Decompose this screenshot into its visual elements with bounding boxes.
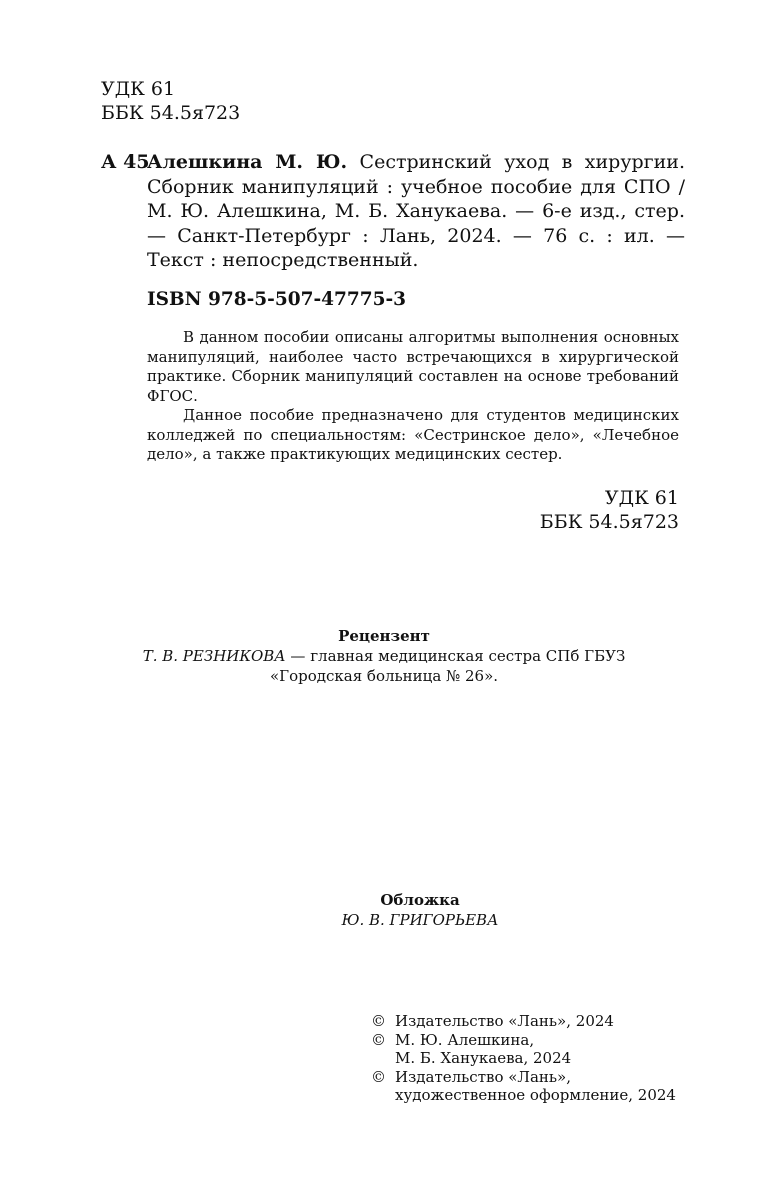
author-mark: А 45 [101,151,150,173]
reviewer-position: — главная медицинская сестра СПб ГБУЗ [285,647,626,665]
reviewer-organization: «Городская больница № 26». [269,667,499,685]
abstract-paragraph: В данном пособии описаны алгоритмы выполнения основных манипуляций, наиболее часто встречающихся в хирургической практике. Сборник манипуляций составлен на основе требований ФГОС. [147,328,679,405]
bibliographic-record [101,150,685,273]
copyright-holder: Издательство «Лань», [395,1067,572,1086]
cover-credit [270,890,570,930]
bbk-code: ББК 54.5я723 [539,511,679,533]
abstract-paragraph: Данное пособие предназначено для студентов медицинских колледжей по специальностям: «Сестринское дело», «Лечебное дело», а также практикующих медицинских сестер. [147,406,679,463]
cover-artist: Ю. В. ГРИГОРЬЕВА [341,911,499,929]
description-text: Сестринский уход в хирургии. Сборник манипуляций : учебное пособие для СПО / М. Ю. Алешкина, М. Б. Ханукаева. — 6-е изд., стер. — Санкт-Петербург : Лань, 2024. — 76 с. : ил. — Текст : непосредственный. [147,151,685,271]
copyright-block [371,1012,676,1105]
copyright-line [371,1068,676,1087]
reviewer-line [100,646,668,666]
classification-codes-bottom [470,486,679,534]
reviewer-block [100,626,668,686]
reviewer-heading: Рецензент [338,627,430,645]
copyright-line-continued [371,1086,676,1105]
copyright-holder: М. Б. Ханукаева, 2024 [395,1049,572,1067]
classification-codes-top [101,77,240,125]
cover-heading: Обложка [380,891,460,909]
udk-code: УДК 61 [101,78,176,100]
isbn: ISBN 978-5-507-47775-3 [147,289,407,310]
udk-code: УДК 61 [604,487,679,509]
author-name: Алешкина М. Ю. [147,151,348,173]
bibliographic-description [147,150,685,273]
copyright-holder: художественное оформление, 2024 [395,1086,676,1104]
copyright-line-continued [371,1049,676,1068]
copyright-holder: Издательство «Лань», 2024 [395,1012,614,1030]
copyright-icon: © [371,1067,386,1086]
abstract [147,328,679,465]
copyright-icon: © [371,1030,386,1049]
copyright-holder: М. Ю. Алешкина, [395,1030,535,1049]
bbk-code: ББК 54.5я723 [101,102,241,124]
copyright-line [371,1012,676,1031]
copyright-line [371,1031,676,1050]
reviewer-name: Т. В. РЕЗНИКОВА [142,647,286,665]
copyright-icon: © [371,1012,386,1030]
